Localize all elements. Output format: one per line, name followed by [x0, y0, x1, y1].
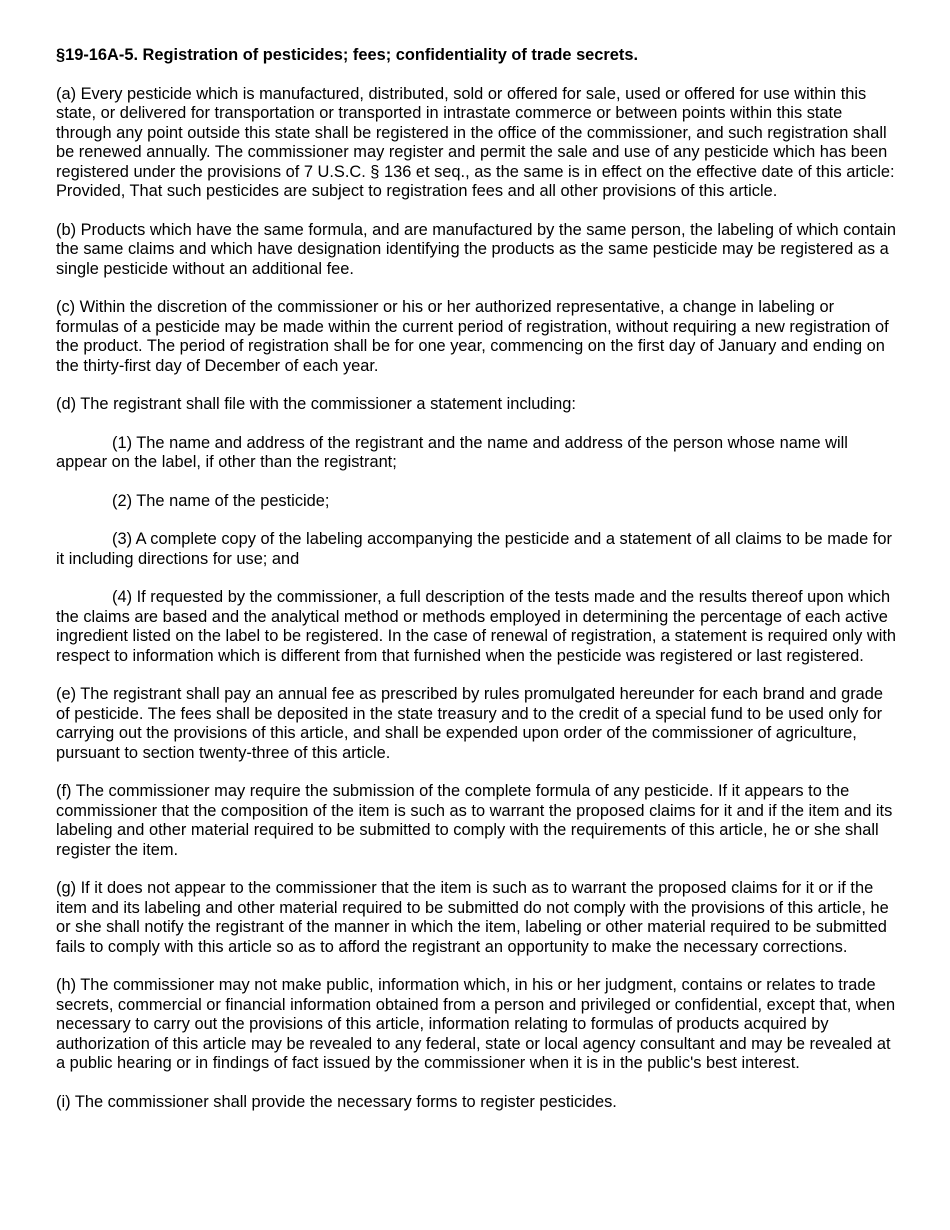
paragraph-d4: (4) If requested by the commissioner, a full description of the tests made and the results thereof upon which the claims are based and the analytical method or methods employed in determining the percentage of each active ingredient listed on the label to be registered. In the case of renewal of registration, a statement is required only with respect to information which is different from that furnished when the pesticide was registered or last registered. [56, 588, 897, 665]
paragraph-a: (a) Every pesticide which is manufactured, distributed, sold or offered for sale, used or offered for use within this state, or delivered for transportation or transported in intrastate commerce or between points within this state through any point outside this state shall be registered in the office of the commissioner, and such registration shall be renewed annually. The commissioner may register and permit the sale and use of any pesticide which has been registered under the provisions of 7 U.S.C. § 136 et seq., as the same is in effect on the effective date of this article: Provided, That such pesticides are subject to registration fees and all other provisions of this article. [56, 84, 895, 200]
paragraph-f: (f) The commissioner may require the submission of the complete formula of any pesticide. If it appears to the commissioner that the composition of the item is such as to warrant the proposed claims for it and if the item and its labeling and other material required to be submitted to comply with the requirements of this article, he or she shall register the item. [56, 782, 893, 859]
paragraph-e: (e) The registrant shall pay an annual fee as prescribed by rules promulgated hereunder for each brand and grade of pesticide. The fees shall be deposited in the state treasury and to the credit of a special fund to be used only for carrying out the provisions of this article, and shall be expended upon order of the commissioner of agriculture, pursuant to section twenty-three of this article. [56, 685, 884, 762]
paragraph-d: (d) The registrant shall file with the commissioner a statement including: [56, 395, 576, 413]
paragraph-i: (i) The commissioner shall provide the necessary forms to register pesticides. [56, 1092, 617, 1111]
paragraph-h: (h) The commissioner may not make public, information which, in his or her judgment, contains or relates to trade secrets, commercial or financial information obtained from a person and privileged or confidential, except that, when necessary to carry out the provisions of this article, information relating to formulas of products acquired by authorization of this article may be revealed to any federal, state or local agency consultant and may be revealed at a public hearing or in findings of fact issued by the commissioner when it is in the public's best interest. [56, 976, 896, 1072]
paragraph-b: (b) Products which have the same formula, and are manufactured by the same person, the labeling of which contain the same claims and which have designation identifying the products as the same pesticide may be registered as a single pesticide without an additional fee. [56, 220, 897, 278]
paragraph-d2: (2) The name of the pesticide; [112, 491, 330, 510]
paragraph-c: (c) Within the discretion of the commissioner or his or her authorized representative, a change in labeling or formulas of a pesticide may be made within the current period of registration, without requiring a new registration of the product. The period of registration shall be for one year, commencing on the first day of January and ending on the thirty-first day of December of each year. [56, 298, 889, 375]
paragraph-g: (g) If it does not appear to the commissioner that the item is such as to warrant the proposed claims for it or if the item and its labeling and other material required to be submitted do not comply with the provisions of this article, he or she shall notify the registrant of the manner in which the item, labeling or other material required to be submitted fails to comply with this article so as to afford the registrant an opportunity to make the necessary corrections. [56, 879, 889, 956]
paragraph-d1: (1) The name and address of the registrant and the name and address of the person whose name will appear on the label, if other than the registrant; [56, 433, 848, 471]
section-title: §19-16A-5. Registration of pesticides; fees; confidentiality of trade secrets. [56, 46, 639, 64]
paragraph-d3: (3) A complete copy of the labeling accompanying the pesticide and a statement of all claims to be made for it including directions for use; and [56, 530, 892, 568]
